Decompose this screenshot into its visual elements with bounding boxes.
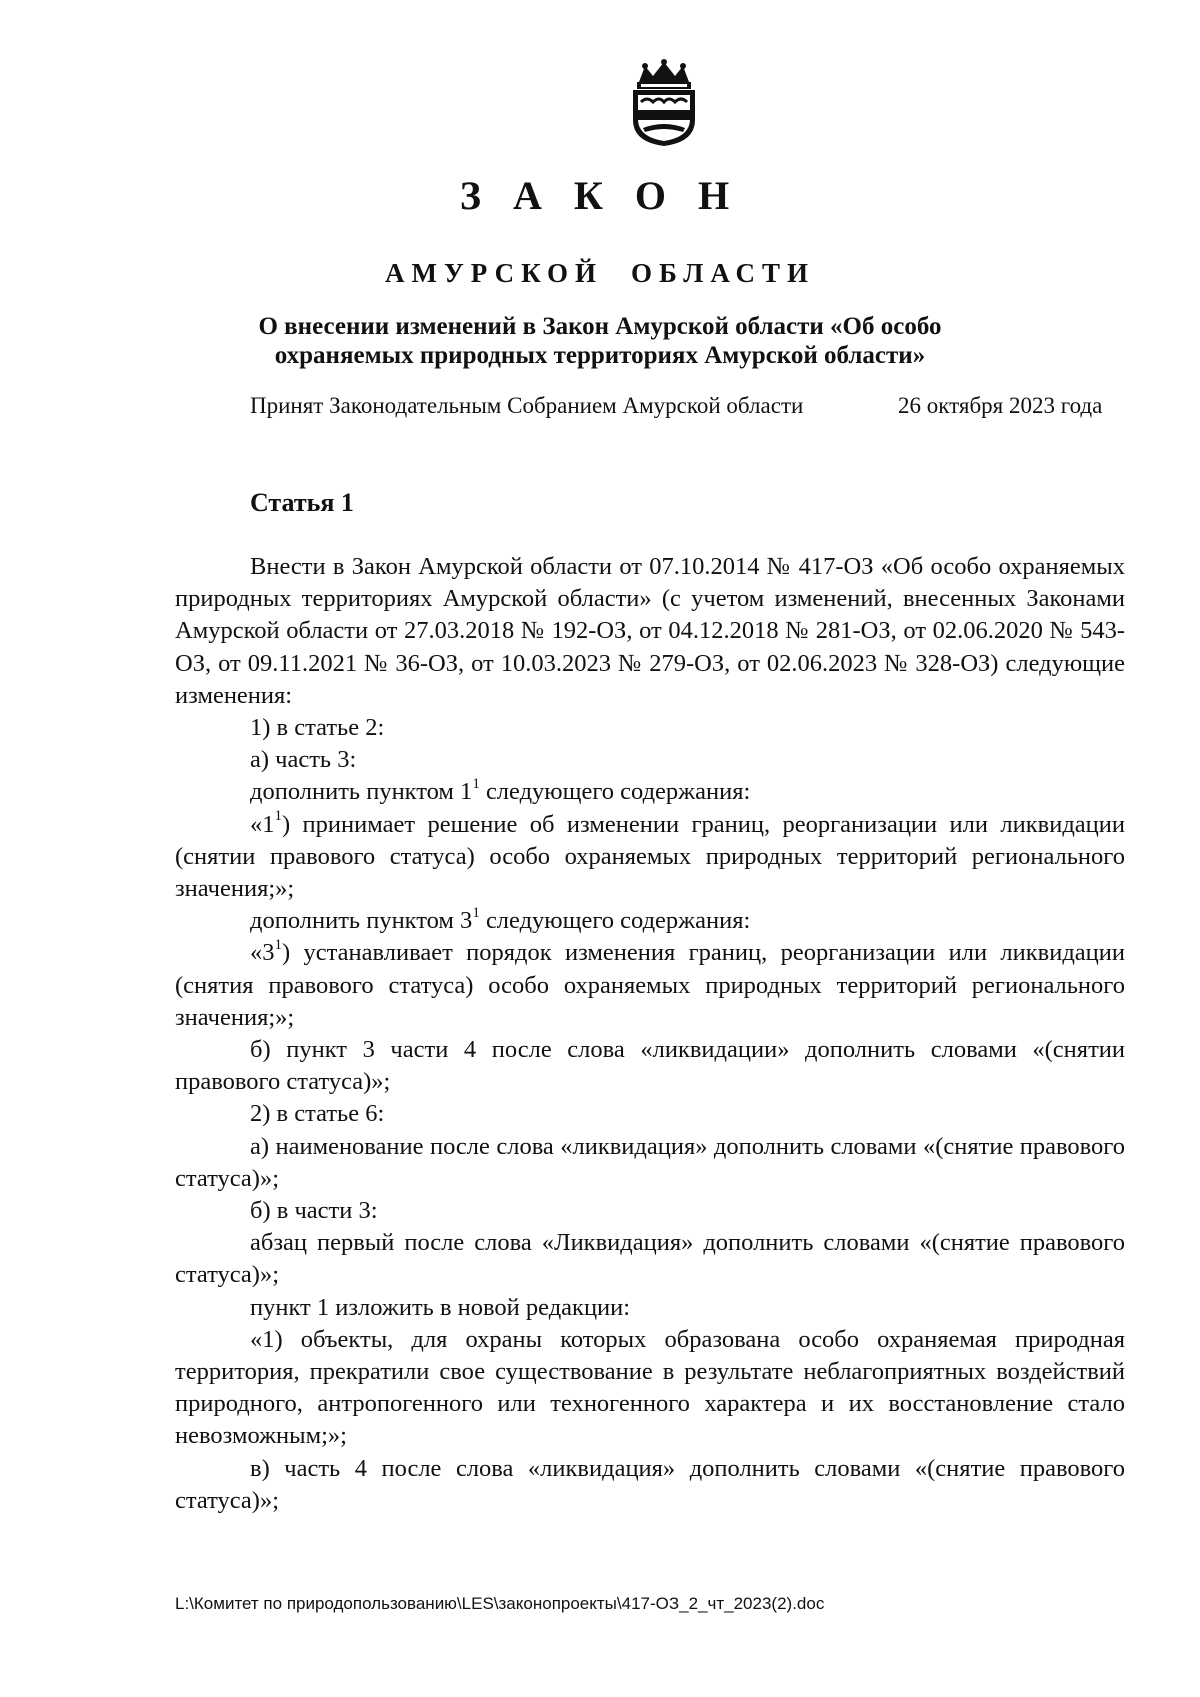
paragraph-add-point-3-1 [175, 905, 1125, 937]
article-body [175, 551, 1125, 1517]
law-subject [0, 312, 1200, 370]
paragraph-point-1-text: «1) объекты, для охраны которых образована особо охраняемая природная территория, прекратили свое существование в результате неблагоприятных воздействий природного, антропогенного или техногенного характера и их восстановление стало невозможным;»; [175, 1325, 1125, 1450]
paragraph-item-2-a: а) наименование после слова «ликвидация» дополнить словами «(снятие правового статуса)»; [175, 1132, 1125, 1192]
text-fragment: дополнить пунктом 3 [250, 907, 473, 935]
region-title [0, 258, 1200, 289]
paragraph-item-1: 1) в статье 2: [250, 714, 385, 742]
paragraph-subitem-b: б) пункт 3 части 4 после слова «ликвидации» дополнить словами «(снятии правового статуса)»; [175, 1036, 1125, 1096]
paragraph-first-abzac: абзац первый после слова «Ликвидация» дополнить словами «(снятие правового статуса)»; [175, 1229, 1125, 1289]
text-fragment: следующего содержания: [479, 907, 751, 935]
paragraph-add-point-1-1 [175, 776, 1125, 808]
superscript: 1 [274, 808, 282, 825]
region-title-word2: ОБЛАСТИ [631, 258, 815, 288]
text-fragment: ) устанавливает порядок изменения границ, реорганизации или ликвидации (снятия правового статуса) особо охраняемых природных территорий регионального значения;»; [175, 939, 1125, 1031]
paragraph-item-2: 2) в статье 6: [250, 1100, 385, 1128]
text-fragment: следующего содержания: [479, 778, 751, 806]
paragraph-item-2-b: б) в части 3: [250, 1197, 378, 1225]
file-path-footer: L:\Комитет по природопользованию\LES\законопроекты\417-ОЗ_2_чт_2023(2).doc [175, 1594, 825, 1613]
superscript: 1 [472, 776, 480, 793]
paragraph-subitem-a: а) часть 3: [250, 746, 357, 774]
text-fragment: «3 [250, 939, 275, 967]
paragraph-point-1-new: пункт 1 изложить в новой редакции: [250, 1293, 631, 1321]
text-fragment: «1 [250, 810, 275, 838]
region-title-word1: АМУРСКОЙ [385, 258, 604, 288]
text-fragment: дополнить пунктом 1 [250, 778, 473, 806]
law-subject-line1: О внесении изменений в Закон Амурской области «Об особо [258, 313, 942, 340]
text-fragment: ) принимает решение об изменении границ, реорганизации или ликвидации (снятии правового статуса) особо охраняемых природных территорий регионального значения;»; [175, 810, 1125, 903]
adoption-authority: Принят Законодательным Собранием Амурской области [250, 393, 804, 418]
law-subject-line2: охраняемых природных территориях Амурской области» [274, 342, 926, 369]
paragraph-intro: Внести в Закон Амурской области от 07.10.2014 № 417-ОЗ «Об особо охраняемых природных территориях Амурской области» (с учетом изменений, внесенных Законами Амурской области от 27.03.2018 № 192-ОЗ, от 04.12.2018 № 281-ОЗ, от 02.06.2020 № 543-ОЗ, от 09.11.2021 № 36-ОЗ, от 10.03.2023 № 279-ОЗ, от 02.06.2023 № 328-ОЗ) следующие изменения: [175, 553, 1125, 709]
amur-oblast-coat-of-arms-icon [625, 58, 703, 148]
adoption-date: 26 октября 2023 года [898, 393, 1103, 418]
law-title: З А К О Н [459, 173, 741, 218]
paragraph-point-1-1-text [175, 809, 1125, 906]
paragraph-item-2-v: в) часть 4 после слова «ликвидация» дополнить словами «(снятие правового статуса)»; [175, 1454, 1125, 1514]
paragraph-point-3-1-text [175, 937, 1125, 1034]
superscript: 1 [472, 905, 480, 922]
superscript: 1 [274, 937, 282, 954]
article-heading: Статья 1 [250, 488, 354, 517]
